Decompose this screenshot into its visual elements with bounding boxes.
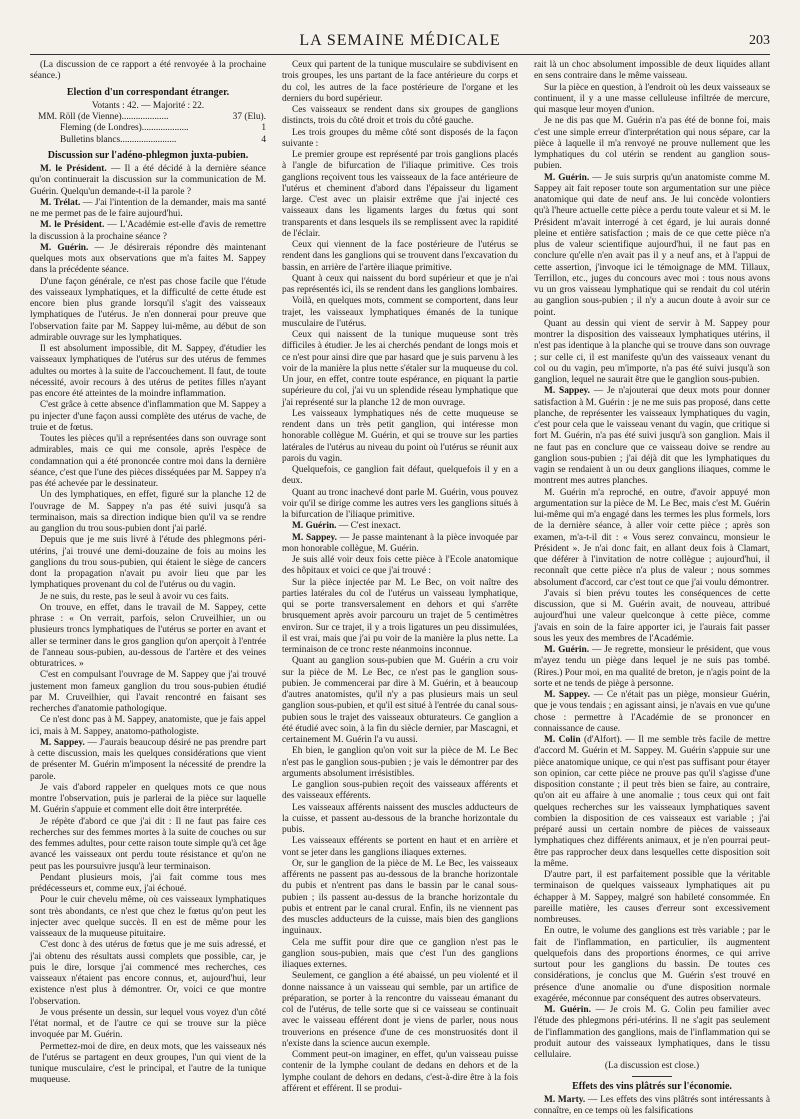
paragraph: C'est donc à des utérus de fœtus que je me suis adressé, et j'ai obtenu des résultats aussi complets que possible, car, je puis le dire, lorsque j'ai commencé mes recherches, ces vaisseaux n'étaient pas encore connus, et, aujourd'hui, leur existence n'est plus à démontrer. Or, voici ce que montre l'observation. [30, 940, 266, 1007]
paragraph: Un des lymphatiques, en effet, figuré sur la planche 12 de l'ouvrage de M. Sappey n'a pas été suivi jusqu'à sa terminaison, mais sa direction indique bien qu'il va se rendre au ganglion du trou sous-pubien dont j'ai parlé. [30, 490, 266, 534]
paragraph: Quant au tronc inachevé dont parle M. Guérin, vous pouvez voir qu'il se dirige comme les autres vers les ganglions situés à la bifurcation de l'iliaque primitive. [282, 487, 518, 520]
speaker-name: M. Trélat. [40, 197, 81, 208]
column-1 [30, 60, 266, 1110]
paragraph: On trouve, en effet, dans le travail de M. Sappey, cette phrase : « On verrait, parfois, selon Cruveilhier, un ou plusieurs troncs lymphatiques de l'utérus se porter en avant et aller se terminer dans le gros ganglion qu'on aperçoit à l'entrée de l'anneau sous-pubien, au-dessous de l'artère et des veines obturatrices. » [30, 602, 266, 669]
paragraph: Toutes les pièces qu'il a représentées dans son ouvrage sont admirables, mais ce qui me console, après l'espèce de condamnation qui a été prononcée contre moi dans la dernière séance, c'est que l'une des pièces disséquées par M. Sappey n'a pas été achevée par le dessinateur. [30, 434, 266, 489]
page-number: 203 [749, 33, 770, 48]
speaker-name: M. le Président. [40, 164, 107, 174]
paragraph: Le premier groupe est représenté par trois ganglions placés à l'angle de bifurcation de l'iliaque primitive. Ces trois ganglions reçoivent tous les vaisseaux de la face antérieure de l'utérus et cheminent d'abord dans l'épaisseur du ligament large. C'est avec un plaisir extrême que j'ai injecté ces vaisseaux dans les ligaments larges du fœtus qui sont transparents et dans lesquels ils se remplissent avec la rapidité de l'éclair. [282, 150, 518, 239]
paragraph: Cela me suffit pour dire que ce ganglion n'est pas le ganglion sous-pubien, mais que c'est l'un des ganglions iliaques externes. [282, 937, 518, 970]
paragraph: Je vous présente un dessin, sur lequel vous voyez d'un côté l'état normal, et de l'autre ce qui se trouve sur la pièce invoquée par M. Guérin. [30, 1007, 266, 1041]
paragraph: Quant au ganglion sous-pubien que M. Guérin a cru voir sur la pièce de M. Le Bec, ce n'est pas le ganglion sous-pubien. Je commencerai par dire à M. Guérin, et à beaucoup d'autres anatomistes, qu'il n'y a pas plusieurs mais un seul ganglion sous-pubien, et qu'il est situé à l'entrée du canal sous-pubien sous le trajet des vaisseaux obturateurs. Ce ganglion a été étudié avec soin, à la fin du siècle dernier, par Mascagni, et certainement M. Guérin l'a vu aussi. [282, 656, 518, 745]
speech-paragraph: M. le Président. — L'Académie est-elle d'avis de remettre la discussion à la prochaine séance ? [30, 220, 266, 242]
paragraph: Ceux qui viennent de la face postérieure de l'utérus se rendent dans les ganglions qui se trouvent dans l'excavation du bassin, en arrière de l'artère iliaque primitive. [282, 240, 518, 273]
paragraph: Je suis allé voir deux fois cette pièce à l'Ecole anatomique des hôpitaux et voici ce que j'ai trouvé : [282, 555, 518, 577]
section-heading-election: Election d'un correspondant étranger. [66, 86, 230, 98]
paragraph: Depuis que je me suis livré à l'étude des phlegmons péri-utérins, j'ai trouvé une demi-douzaine de fois au moins les ganglions du trou sous-pubien, qui étaient le siège de cancers dont la propagation n'avait pu avoir lieu que par les lymphatiques provenant du col de l'utérus ou du vagin. [30, 535, 266, 591]
paragraph: Les vaisseaux lymphatiques nés de cette muqueuse se rendent dans un très petit ganglion, qui intéresse mon honorable collègue M. Guérin, et qui se trouve sur les parties latérales de l'utérus au niveau du point où l'utérus se réunit aux parois du vagin. [282, 408, 518, 464]
paragraph: (La discussion de ce rapport a été renvoyée à la prochaine séance.) [30, 60, 266, 82]
running-title: LA SEMAINE MÉDICALE [299, 32, 501, 49]
paragraph: Quant à ceux qui naissent du bord supérieur et que je n'ai pas représentés ici, ils se rendent dans les ganglions lombaires. [282, 273, 518, 295]
paragraph: Je répète d'abord ce que j'ai dit : Il ne faut pas faire ces recherches sur des femmes mortes à la suite de couches ou sur des femmes adultes, pour cette raison toute simple qu'à cet âge avancé les vaisseaux ont perdu toute résistance et qu'on ne peut pas les poursuivre jusqu'à leur terminaison. [30, 816, 266, 872]
paragraph: Comment peut-on imaginer, en effet, qu'un vaisseau puisse contenir de la lymphe coulant de dedans en dehors et de la lymphe coulant de dehors en dedans, c'est-à-dire être à la fois afférent et efférent. Il se produi- [282, 1050, 518, 1094]
paragraph: Eh bien, le ganglion qu'on voit sur la pièce de M. Le Bec n'est pas le ganglion sous-pubien ; je vais le démontrer par des arguments absolument irrésistibles. [282, 746, 518, 779]
page-header [30, 32, 770, 55]
paragraph: C'est en compulsant l'ouvrage de M. Sappey que j'ai trouvé justement mon fameux ganglion du trou sous-pubien étudié par M. Cruveilhier, qui l'avait rencontré en faisant ses recherches d'anatomie pathologique. [30, 670, 266, 714]
paragraph: Ceux qui naissent de la tunique muqueuse sont très difficiles à étudier. Je les ai cherchés pendant de longs mois et ce n'est pour ainsi dire que par hasard que je suis parvenu à les voir de la manière la plus nette s'étaler sur la muqueuse du col. Un jour, en effet, contre toute espérance, en piquant la partie supérieure du col, j'ai vu un splendide réseau lymphatique que j'ai représenté sur la planche 12 de mon ouvrage. [282, 330, 518, 408]
speaker-name: M. le Président. [40, 220, 105, 231]
speaker-name: M. Guérin. [40, 242, 89, 253]
paragraph: D'une façon générale, ce n'est pas chose facile que l'étude des vaisseaux lymphatiques, et la difficulté de cette étude est encore bien plus grande lorsqu'il s'agit des vaisseaux lymphatiques de l'utérus. Je n'en donnerai pour preuve que l'observation faite par M. Sappey lui-même, au début de son admirable ouvrage sur les lymphatiques. [30, 276, 266, 343]
speech-paragraph: M. Sappey. — Ce n'était pas un piège, monsieur Guérin, que je vous tendais ; en agissant ainsi, je n'avais en vue qu'une chose : permettre à l'Académie de se prononcer en connaissance de cause. [534, 690, 770, 734]
paragraph: Pendant plusieurs mois, j'ai fait comme tous mes prédécesseurs et, comme eux, j'ai échoué. [30, 872, 266, 894]
section-heading-vins: Effets des vins plâtrés sur l'économie. [572, 1080, 732, 1092]
paragraph: Sur la pièce en question, à l'endroit où les deux vaisseaux se continuent, il y a une masse celluleuse infiltrée de mercure, qui masque leur moyen d'union. [534, 82, 770, 115]
paragraph: Je vais d'abord rappeler en quelques mots ce que nous montre l'observation, puis je parlerai de la pièce sur laquelle M. Guérin s'appuie et comment elle doit être interprétée. [30, 782, 266, 816]
speaker-name: M. Guérin. [544, 645, 590, 655]
paragraph: rait là un choc absolument impossible de deux liquides allant en sens contraire dans le même vaisseau. [534, 60, 770, 82]
paragraph: C'est grâce à cette absence d'inflammation que M. Sappey a pu injecter d'une façon aussi complète des utérus de vache, de truie et de fœtus. [30, 400, 266, 433]
speaker-name: M. Guérin. [544, 1005, 591, 1015]
speech-paragraph: M. Guérin. — C'est inexact. [292, 521, 401, 532]
closing-note: (La discussion est close.) [604, 1061, 700, 1072]
paragraph: Il est absolument impossible, dit M. Sappey, d'étudier les vaisseaux lymphatiques de l'utérus sur des utérus de femmes adultes ou mortes à la suite de l'accouchement. Il faut, de toute nécessité, avoir recours à des utérus de petites filles n'ayant pas encore été atteintes de la moindre inflammation. [30, 344, 266, 399]
speech-paragraph: M. Marty. — Les effets des vins plâtrés sont intéressants à connaître, en ce temps où les falsifications [534, 1094, 770, 1116]
speech-paragraph: M. Guérin. — Je suis surpris qu'un anatomiste comme M. Sappey ait fait reposer toute son argumentation sur une pièce anatomique qui date de neuf ans. Je lui concède volontiers qu'à l'heure actuelle cette pièce a perdu toute valeur et si M. le Président m'avait interrogé à cet égard, je lui aurais donné pleine et entière satisfaction ; mais de ce que cette pièce n'a plus de valeur scientifique aujourd'hui, il ne faut pas en conclure qu'elle n'en avait pas il y a neuf ans, et à l'appui de cette assertion, j'invoque ici le témoignage de MM. Tillaux, Terrillon, etc., juges du concours avec moi : tous nous avons vu un gros vaisseau lymphatique qui se rendait du col utérin au ganglion sous-pubien ; il n'y a aucun doute à avoir sur ce point. [534, 172, 771, 318]
speech-paragraph: M. Sappey. — Je n'ajouterai que deux mots pour donner satisfaction à M. Guérin : je ne me suis pas proposé, dans cette planche, de représenter les vaisseaux lymphatiques du vagin, c'est pour cela que le vaisseau venant du vagin, que critique si fort M. Guérin, n'a pas été suivi jusqu'à son ganglion. Mais il ne faut pas en conclure que ce vaisseau doive se rendre au ganglion sous-pubien ; j'ai déjà dit que les lymphatiques du vagin se rendaient à un ou deux ganglions iliaques, comme le montrent mes autres planches. [534, 386, 770, 487]
paragraph: Pour le cuir chevelu même, où ces vaisseaux lymphatiques sont très abondants, ce n'est que chez le fœtus qu'on peut les injecter avec quelque succès. Il en est de même pour les vaisseaux de la muqueuse pituitaire. [30, 895, 266, 939]
paragraph: Les vaisseaux afférents naissent des muscles adducteurs de la cuisse, et passent au-dessous de la branche horizontale du pubis. [282, 802, 518, 835]
speaker-name: M. Sappey. [40, 737, 85, 748]
paragraph: Je ne dis pas que M. Guérin n'a pas été de bonne foi, mais c'est une simple erreur d'interprétation qui nous sépare, car la pièce à laquelle il m'a renvoyé ne prouve nullement que les lymphatiques du col utérin se rendent au ganglion sous-pubien. [534, 116, 770, 172]
speaker-name: M. Sappey. [544, 690, 590, 700]
speech-paragraph: M. Colin (d'Alfort). — Il me semble très facile de mettre d'accord M. Guérin et M. Sappey. M. Guérin s'appuie sur une pièce anatomique unique, ce qui n'est pas suffisant pour étayer son opinion, car cette pièce ne prouve pas qu'il s'agisse d'une disposition constante ; il peut très bien se faire, au contraire, qu'on ait eu affaire à une anomalie ; tous ceux qui ont fait quelques recherches sur les vaisseaux lymphatiques savent combien la disposition de ces vaisseaux est variable ; j'ai préparé aussi un certain nombre de pièces de vaisseaux lymphatiques chez différents animaux, et je n'en pourrai peut-être pas rapprocher deux dans lesquelles cette disposition soit la même. [534, 735, 770, 869]
speech-paragraph: M. le Président. — Il a été décidé à la dernière séance qu'on continuerait la discussion sur la communication de M. Guérin. Quelqu'un demande-t-il la parole ? [30, 164, 266, 197]
speaker-name: M. Sappey. [544, 386, 590, 397]
speech-paragraph: M. Trélat. — J'ai l'intention de la demander, mais ma santé ne me permet pas de le faire aujourd'hui. [30, 197, 266, 219]
paragraph: M. Guérin m'a reproché, en outre, d'avoir appuyé mon argumentation sur la pièce de M. Le Bec, mais c'est M. Guérin lui-même qui m'a engagé dans les termes les plus formels, lors de la dernière séance, à aller voir cette pièce ; après son examen, m'a-t-il dit : « Vous serez convaincu, monsieur le Président ». Je n'ai donc fait, en allant deux fois à Clamart, que déférer à l'invitation de notre collègue ; aujourd'hui, il reconnaît que cette pièce n'a plus de valeur ; nous sommes absolument d'accord, car c'est tout ce que j'ai voulu démontrer. [534, 487, 770, 588]
paragraph: Le ganglion sous-pubien reçoit des vaisseaux afférents et des vaisseaux efférents. [282, 780, 518, 802]
paragraph: Permettez-moi de dire, en deux mots, que les vaisseaux nés de l'utérus se partagent en deux groupes, l'un qui vient de la tunique musculaire, c'est le principal, et l'autre de la tunique muqueuse. [30, 1041, 266, 1086]
paragraph: Ce n'est donc pas à M. Sappey, anatomiste, que je fais appel ici, mais à M. Sappey, anatomo-pathologiste. [30, 715, 266, 737]
paragraph: Ceux qui partent de la tunique musculaire se subdivisent en trois groupes, les uns partant de la face antérieure du corps et du col, les autres de la face postérieure de l'organe et les derniers du bord supérieur. [282, 60, 518, 104]
paragraph: En outre, le volume des ganglions est très variable ; par le fait de l'inflammation, en particulier, ils augmentent quelquefois dans des proportions énormes, ce qui arrive surtout pour les ganglions du bassin. De toutes ces considérations, je conclus que M. Guérin s'est trouvé en présence d'une anomalie ou d'une disposition normale exagérée, méconnue par conséquent des autres observateurs. [534, 926, 770, 1004]
tally-row: Fleming (de Londres).................... 1 [60, 123, 266, 134]
column-2 [282, 60, 518, 1110]
paragraph: Les trois groupes du même côté sont disposés de la façon suivante : [282, 127, 518, 149]
speech-paragraph: M. Guérin. — Je crois M. G. Colin peu familier avec l'étude des phlegmons péri-utérins. Il ne s'agit pas seulement de l'inflammation des ganglions, mais de l'inflammation qui se produit autour des vaisseaux lymphatiques, dans le tissu cellulaire. [534, 1005, 771, 1060]
section-heading-discussion: Discussion sur l'adéno-phlegmon juxta-pubien. [47, 149, 249, 161]
vote-count: Votants : 42. — Majorité : 22. [91, 100, 205, 111]
speaker-name: M. Colin [544, 735, 581, 745]
paragraph: Je ne suis, du reste, pas le seul à avoir vu ces faits. [40, 591, 229, 602]
paragraph: Voilà, en quelques mots, comment se comportent, dans leur trajet, les vaisseaux lymphatiques émanés de la tunique musculaire de l'utérus. [282, 296, 518, 329]
column-3 [534, 60, 771, 1116]
paragraph: Or, sur le ganglion de la pièce de M. Le Bec, les vaisseaux afférents ne passent pas au-dessous de la branche horizontale du pubis et n'entrent pas dans le bassin par le canal sous-pubien ; ils passent au-dessus de la branche horizontale du pubis et entrent par le canal crural. Enfin, ils ne viennent pas des muscles adducteurs de la cuisse, mais bien des ganglions inguinaux. [282, 858, 518, 937]
speech-paragraph: M. Guérin. — Je désirerais répondre dès maintenant quelques mots aux observations que m'a faites M. Sappey dans la précédente séance. [30, 242, 266, 276]
paragraph: Sur la pièce injectée par M. Le Bec, on voit naître des parties latérales du col de l'utérus un vaisseau lymphatique, qui se porte transversalement en dehors et qui s'arrête brusquement après avoir parcouru un trajet de 5 centimètres environ. Sur ce trajet, il y a trois ligatures un peu dissimulées, il est vrai, mais que j'ai pu voir de la manière la plus nette. La terminaison de ce tronc reste néanmoins inconnue. [282, 577, 518, 655]
section-divider [632, 1076, 672, 1077]
speech-paragraph: M. Sappey. — Je passe maintenant à la pièce invoquée par mon honorable collègue, M. Guérin. [282, 532, 518, 554]
paragraph: J'avais si bien prévu toutes les conséquences de cette discussion, que si M. Guérin avait, de nouveau, attribué aujourd'hui une valeur quelconque à cette pièce, comme j'avais en soin de la faire apporter ici, je l'aurais fait passer sous les yeux des membres de l'Académie. [534, 588, 770, 644]
tally-row: Bulletins blancs........................ 4 [60, 134, 266, 145]
speaker-name: M. Guérin. [292, 521, 337, 532]
speaker-name: M. Marty. [544, 1094, 586, 1105]
paragraph: Quant au dessin qui vient de servir à M. Sappey pour montrer la disposition des vaisseaux lymphatiques utérins, il n'est pas identique à la planche qui se trouve dans son ouvrage ; sur celle ci, il est manifeste qu'un des vaisseaux venant du col ou du vagin, peu m'importe, n'a pas été suivi jusqu'à son ganglion, lequel ne saurait être que le ganglion sous-pubien. [534, 318, 770, 385]
paragraph: D'autre part, il est parfaitement possible que la véritable terminaison de quelques vaisseaux lymphatiques ait pu échapper à M. Sappey, malgré son habileté consommée. En pareille matière, les causes d'erreur sont excessivement nombreuses. [534, 870, 770, 925]
speaker-name: M. Sappey. [292, 532, 337, 543]
paragraph: Seulement, ce ganglion a été abaissé, un peu violenté et il donne naissance à un vaisseau qui semble, par un artifice de préparation, se porter à la rencontre du vaisseau émanant du col de l'utérus, de telle sorte que si ce vaisseau se continuait avec le vaisseau efférent dont je viens de parler, nous nous trouverions en présence d'une de ces monstruosités dont il n'existe dans la science aucun exemple. [282, 971, 518, 1049]
paragraph: Les vaisseaux efférents se portent en haut et en arrière et vont se jeter dans les ganglions iliaques externes. [282, 836, 518, 858]
paragraph: Ces vaisseaux se rendent dans six groupes de ganglions distincts, trois du côté droit et trois du côté gauche. [282, 105, 518, 127]
tally-row: MM. Röll (de Vienne).................... 37 (Elu). [38, 112, 266, 122]
speech-paragraph: M. Sappey. — J'aurais beaucoup désiré ne pas prendre part à cette discussion, mais les quelques considérations que vient de présenter M. Guérin m'imposent la nécessité de prendre la parole. [30, 737, 267, 782]
vote-tally [30, 112, 266, 146]
speaker-name: M. Guérin. [544, 172, 590, 183]
speech-paragraph: M. Guérin. — Je regrette, monsieur le président, que vous m'ayez tendu un piège dans lequel je ne suis pas tombé. (Rires.) Pour moi, en ma qualité de breton, je n'agis point de la sorte et ne tends de piège à personne. [534, 645, 770, 689]
paragraph: Quelquefois, ce ganglion fait défaut, quelquefois il y en a deux. [282, 465, 518, 487]
